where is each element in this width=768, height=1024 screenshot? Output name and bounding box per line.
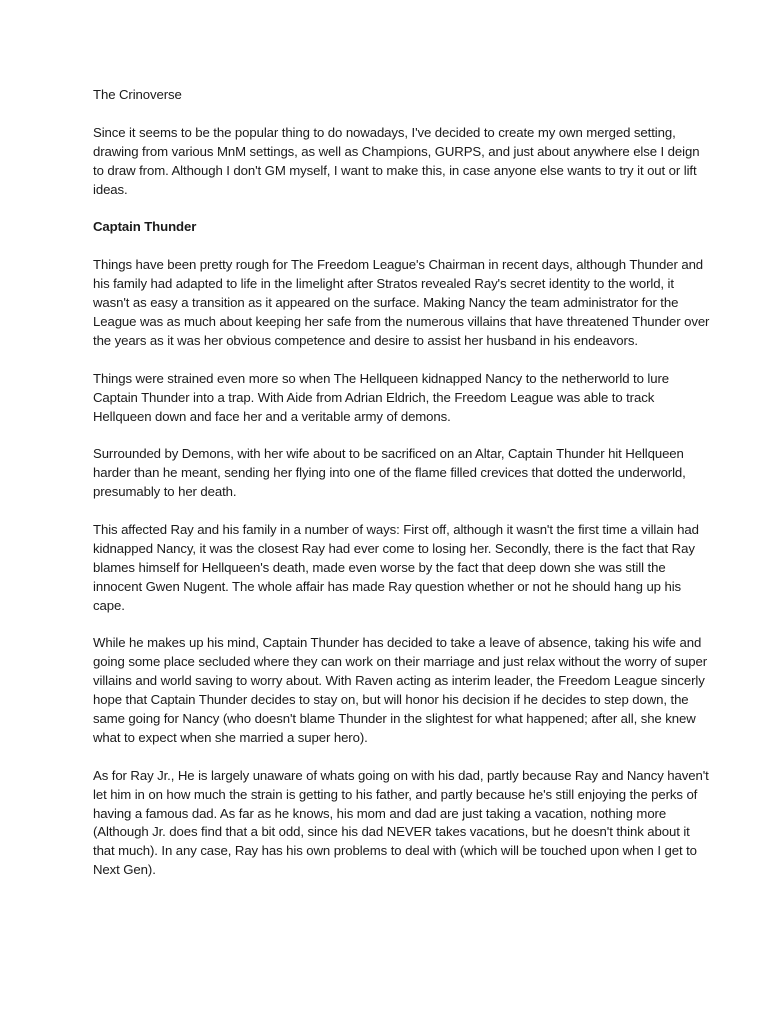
intro-paragraph: Since it seems to be the popular thing to do nowadays, I've decided to create my own merged setting, drawing from various MnM settings, as well as Champions, GURPS, and just about anywhere else I deign to draw from. Although I don't GM myself, I want to make this, in case anyone else wants to try it out or lift ideas.	[93, 124, 700, 197]
document-page	[93, 86, 713, 899]
body-paragraph-4: This affected Ray and his family in a number of ways: First off, although it wasn't the first time a villain had kidnapped Nancy, it was the closest Ray had ever come to losing her. Secondly, there is the fact that Ray blames himself for Hellqueen's death, made even worse by the fact that deep down she was still the innocent Gwen Nugent. The whole affair has made Ray question whether or not he should hang up his cape.	[93, 521, 699, 613]
body-paragraph-3: Surrounded by Demons, with her wife about to be sacrificed on an Altar, Captain Thunder hit Hellqueen harder than he meant, sending her flying into one of the flame filled crevices that dotted the underworld, presumably to her death.	[93, 446, 686, 500]
body-paragraph-2: Things were strained even more so when The Hellqueen kidnapped Nancy to the netherworld to lure Captain Thunder into a trap. With Aide from Adrian Eldrich, the Freedom League was able to track Hellqueen down and face her and a veritable army of demons.	[93, 370, 669, 424]
body-paragraph-1: Things have been pretty rough for The Freedom League's Chairman in recent days, although Thunder and his family had adapted to life in the limelight after Stratos revealed Ray's secret identity to the world, it wasn't as easy a transition as it appeared on the surface. Making Nancy the team administrator for the League was as much about keeping her safe from the numerous villains that have threatened Thunder over the years as it was her obvious competence and desire to assist her husband in his endeavors.	[93, 257, 710, 348]
document-title: The Crinoverse	[93, 87, 182, 102]
body-paragraph-5: While he makes up his mind, Captain Thunder has decided to take a leave of absence, taking his wife and going some place secluded where they can work on their marriage and just relax without the worry of super villains and world saving to worry about. With Raven acting as interim leader, the Freedom League sincerly hope that Captain Thunder decides to stay on, but will honor his decision if he decides to step down, the same going for Nancy (who doesn't blame Thunder in the slightest for what happened; after all, she knew what to expect when she married a super hero).	[93, 635, 708, 745]
section-heading: Captain Thunder	[93, 219, 197, 235]
body-paragraph-6: As for Ray Jr., He is largely unaware of whats going on with his dad, partly because Ray and Nancy haven't let him in on how much the strain is getting to his father, and partly because he's still enjoying the perks of having a famous dad. As far as he knows, his mom and dad are just taking a vacation, nothing more (Although Jr. does find that a bit odd, since his dad NEVER takes vacations, but he doesn't think about it that much). In any case, Ray has his own problems to deal with (which will be touched upon when I get to Next Gen).	[93, 767, 709, 878]
